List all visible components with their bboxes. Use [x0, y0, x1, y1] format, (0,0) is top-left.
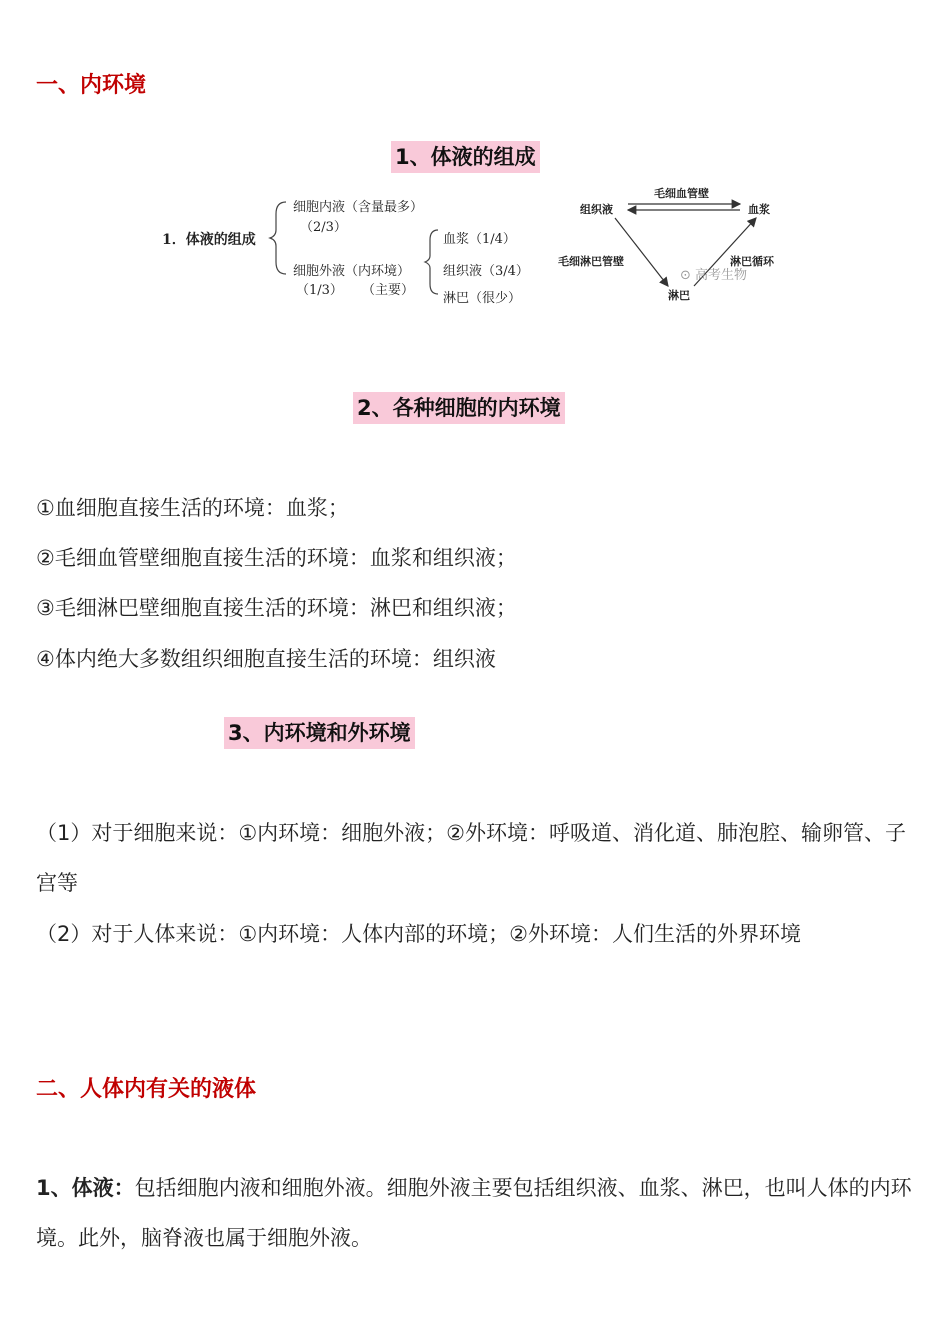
paragraph-for-cells: （1）对于细胞来说：①内环境：细胞外液；②外环境：呼吸道、消化道、肺泡腔、输卵管、子宫等 — [36, 821, 907, 895]
section-title-inner-environment: 一、内环境 — [36, 73, 147, 98]
tree-extracellular-ratio: （1/3） — [296, 283, 343, 298]
list-item: ②毛细血管壁细胞直接生活的环境：血浆和组织液； — [36, 546, 517, 570]
paragraph-for-body: （2）对于人体来说：①内环境：人体内部的环境；②外环境：人们生活的外界环境 — [36, 922, 802, 946]
triangle-tissue-fluid: 组织液 — [580, 203, 613, 216]
wechat-icon: ⊙ — [680, 268, 691, 283]
tree-root: 1．体液的组成 — [162, 232, 256, 248]
watermark-text: 高考生物 — [695, 268, 748, 283]
paragraph-body-fluid — [36, 1163, 916, 1263]
list-item: ①血细胞直接生活的环境：血浆； — [36, 496, 349, 520]
subtitle-cell-environments: 2、各种细胞的内环境 — [353, 392, 565, 424]
tree-plasma: 血浆（1/4） — [443, 232, 516, 247]
triangle-lymph-capillary-wall: 毛细淋巴管壁 — [558, 255, 624, 268]
triangle-plasma: 血浆 — [748, 203, 770, 216]
triangle-capillary-wall: 毛细血管壁 — [654, 187, 709, 200]
section-title-body-liquids: 二、人体内有关的液体 — [36, 1077, 257, 1102]
body-fluid-label: 1、体液： — [36, 1176, 135, 1200]
list-item: ③毛细淋巴壁细胞直接生活的环境：淋巴和组织液； — [36, 596, 517, 620]
body-fluid-text: 包括细胞内液和细胞外液。细胞外液主要包括组织液、血浆、淋巴，也叫人体的内环境。此外，脑脊液也属于细胞外液。 — [36, 1176, 912, 1250]
subtitle-inner-outer-environment: 3、内环境和外环境 — [224, 717, 415, 749]
triangle-lymph-circulation: 淋巴循环 — [730, 255, 774, 268]
tree-extracellular-note: （主要） — [362, 283, 415, 298]
list-item: ④体内绝大多数组织细胞直接生活的环境：组织液 — [36, 647, 496, 671]
tree-lymph: 淋巴（很少） — [443, 291, 522, 306]
watermark — [680, 264, 747, 283]
triangle-lymph: 淋巴 — [668, 289, 690, 302]
tree-intracellular-ratio: （2/3） — [300, 220, 347, 235]
tree-intracellular: 细胞内液（含量最多） — [293, 200, 424, 215]
tree-tissue-fluid: 组织液（3/4） — [443, 264, 529, 279]
body-fluid-diagram — [0, 180, 950, 310]
tree-extracellular: 细胞外液（内环境） — [293, 264, 411, 279]
subtitle-body-fluid-composition: 1、体液的组成 — [391, 141, 540, 173]
